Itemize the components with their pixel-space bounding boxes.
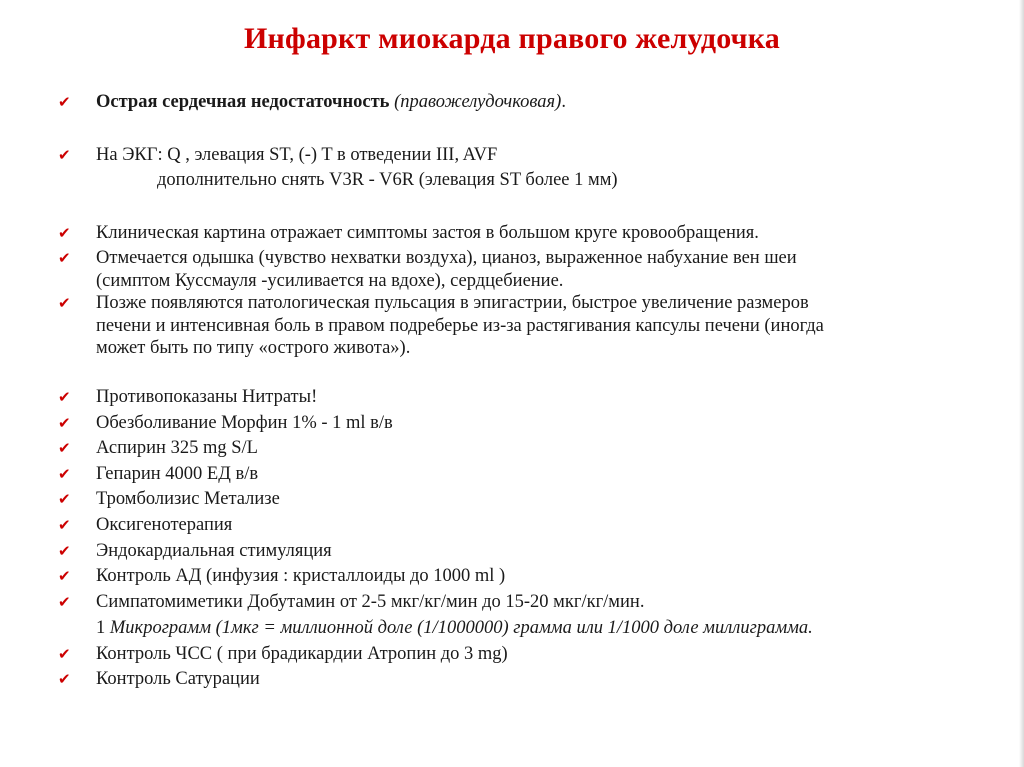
check-mark-icon: ✔ [58, 146, 71, 164]
check-mark-icon: ✔ [58, 542, 71, 560]
check-mark-icon: ✔ [58, 249, 71, 267]
slide-title: Инфаркт миокарда правого желудочка [243, 22, 780, 55]
later-line-3: может быть по типу «острого живота»). [96, 338, 411, 358]
thrombolysis-text: Тромболизис Метализе [96, 489, 280, 509]
check-mark-icon: ✔ [58, 414, 71, 432]
check-mark-icon: ✔ [58, 224, 71, 242]
ecg-line-2: дополнительно снять V3R - V6R (элевация ST более 1 мм) [157, 170, 618, 190]
hr-control-text: Контроль ЧСС ( при брадикардии Атропин до 3 mg) [96, 644, 508, 664]
check-mark-icon: ✔ [58, 593, 71, 611]
pacing-text: Эндокардиальная стимуляция [96, 541, 332, 561]
later-line-1: Позже появляются патологическая пульсация в эпигастрии, быстрое увеличение размеров [96, 293, 809, 313]
check-mark-icon: ✔ [58, 294, 71, 312]
check-mark-icon: ✔ [58, 439, 71, 457]
dyspnea-line-1: Отмечается одышка (чувство нехватки воздуха), цианоз, выраженное набухание вен шеи [96, 248, 797, 268]
check-mark-icon: ✔ [58, 388, 71, 406]
ecg-line-1: На ЭКГ: Q , элевация ST, (-) T в отведении III, AVF [96, 145, 498, 165]
nitrates-text: Противопоказаны Нитраты! [96, 387, 318, 407]
check-mark-icon: ✔ [58, 465, 71, 483]
saturation-text: Контроль Сатурации [96, 669, 260, 689]
heart-failure-italic: (правожелудочковая) [394, 92, 562, 112]
heart-failure-tail: . [561, 92, 566, 112]
check-mark-icon: ✔ [58, 567, 71, 585]
dyspnea-line-2: (симптом Куссмауля -усиливается на вдохе), сердцебиение. [96, 270, 564, 291]
check-mark-icon: ✔ [58, 670, 71, 688]
bp-control-text: Контроль АД (инфузия : кристаллоиды до 1000 ml ) [96, 566, 506, 586]
aspirin-text: Аспирин 325 mg S/L [96, 438, 258, 458]
heart-failure-bold: Острая сердечная недостаточность [96, 92, 395, 112]
check-mark-icon: ✔ [58, 645, 71, 663]
clinical-text: Клиническая картина отражает симптомы застоя в большом круге кровообращения. [96, 223, 759, 243]
later-line-2: печени и интенсивная боль в правом подреберье из-за растягивания капсулы печени (иногда [96, 315, 824, 336]
oxygen-text: Оксигенотерапия [96, 515, 233, 535]
microgram-note-text: Микрограмм (1мкг = миллионной доле (1/1000000) грамма или 1/1000 доле миллиграмма. [109, 618, 813, 638]
check-mark-icon: ✔ [58, 490, 71, 508]
heparin-text: Гепарин 4000 ЕД в/в [96, 464, 259, 484]
microgram-note [96, 617, 813, 639]
analgesia-text: Обезболивание Морфин 1% - 1 ml в/в [96, 413, 393, 433]
check-mark-icon: ✔ [58, 93, 71, 111]
sympathomimetics-text: Симпатомиметики Добутамин от 2-5 мкг/кг/мин до 15-20 мкг/кг/мин. [96, 592, 645, 612]
check-mark-icon: ✔ [58, 516, 71, 534]
microgram-note-number: 1 [96, 618, 110, 638]
